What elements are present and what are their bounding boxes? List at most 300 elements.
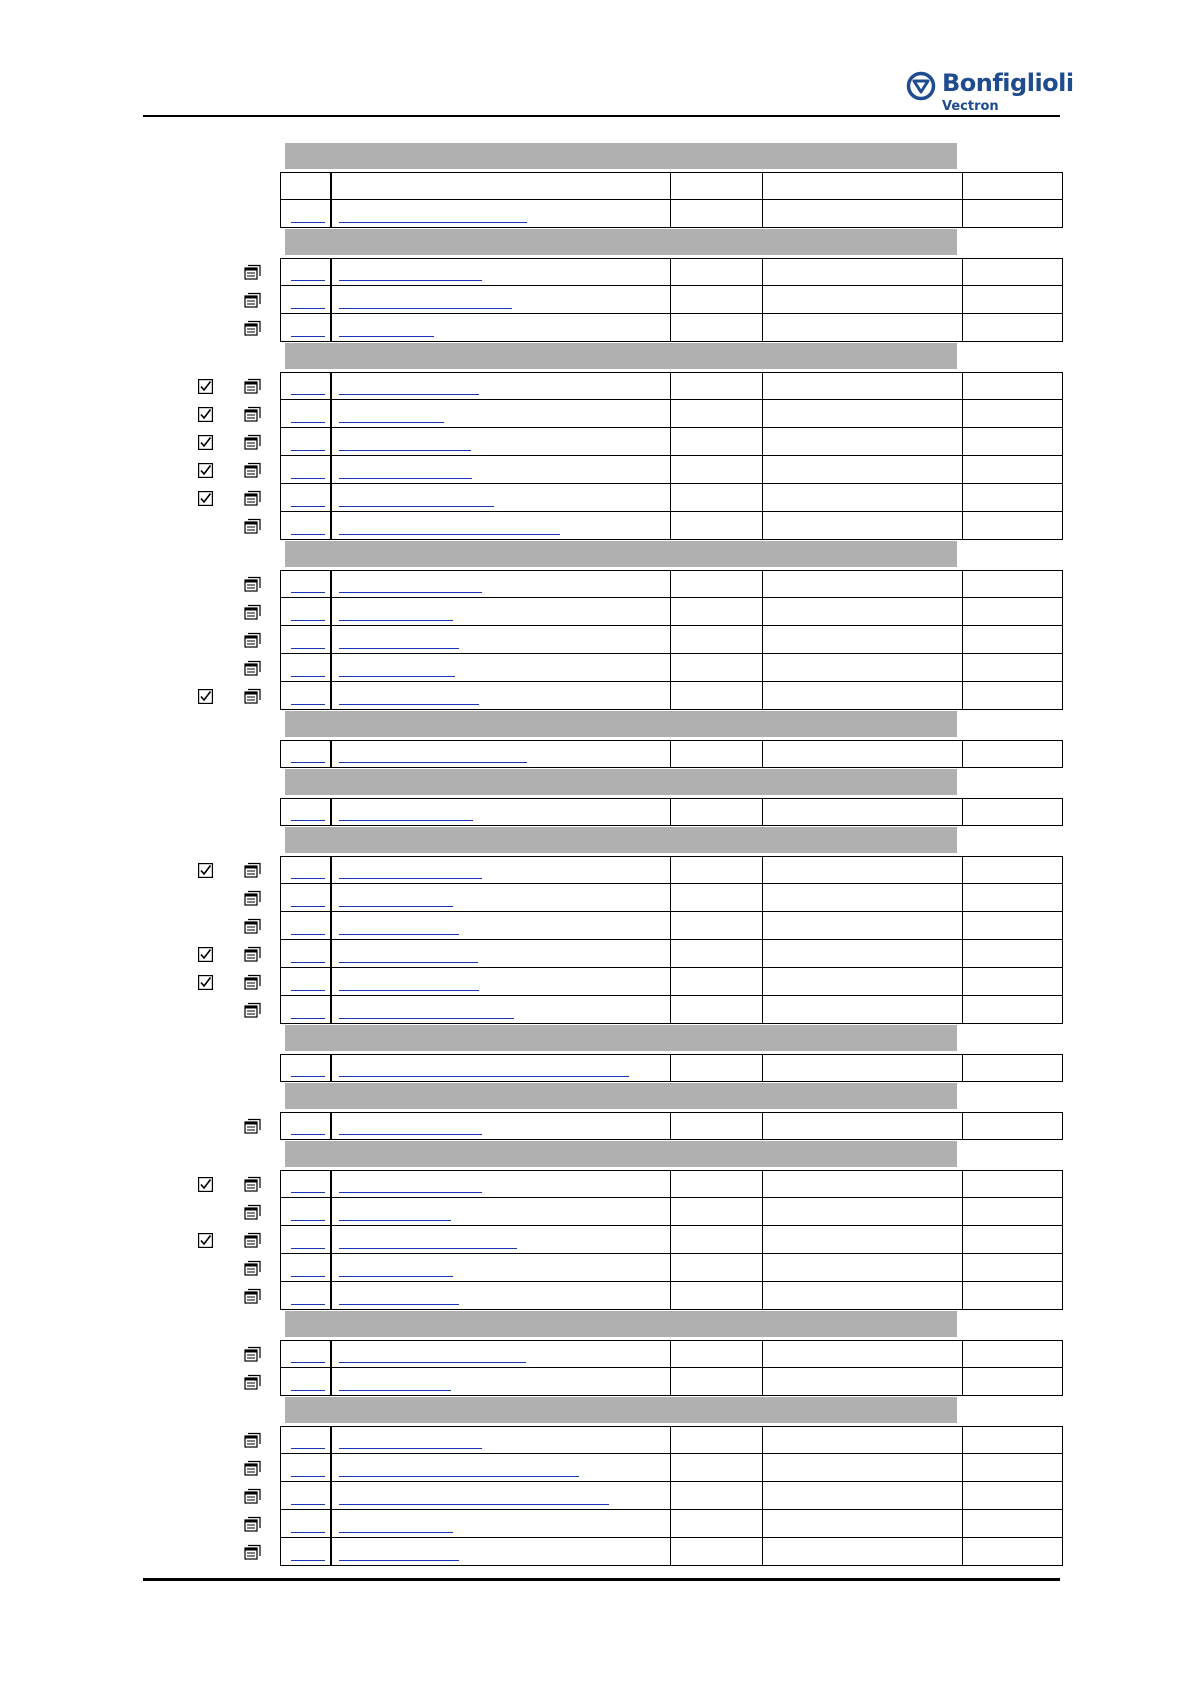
- table-cell-divider: [962, 428, 963, 455]
- table-row: [280, 940, 1063, 968]
- table-cell-divider: [762, 512, 763, 539]
- parameter-name-link[interactable]: [339, 1362, 526, 1363]
- table-row: [280, 1368, 1063, 1396]
- parameter-set-icon: [244, 1488, 261, 1504]
- parameter-set-icon: [244, 292, 261, 308]
- table-cell-divider: [962, 1113, 963, 1139]
- table-cell-divider: [330, 1254, 332, 1281]
- table-cell-divider: [962, 1171, 963, 1197]
- group-header-band: [285, 343, 957, 369]
- parameter-number-link[interactable]: [291, 620, 325, 621]
- parameter-name-link[interactable]: [339, 478, 472, 479]
- table-cell-divider: [670, 912, 671, 939]
- table-cell-divider: [962, 1510, 963, 1537]
- table-cell-divider: [670, 884, 671, 911]
- table-cell-divider: [330, 1482, 332, 1509]
- table-cell-divider: [962, 996, 963, 1023]
- table-cell-divider: [670, 1254, 671, 1281]
- parameter-name-link[interactable]: [339, 1304, 459, 1305]
- table-cell-divider: [762, 654, 763, 681]
- table-cell-divider: [330, 1113, 332, 1139]
- parameter-set-icon: [244, 462, 261, 478]
- parameter-number-link[interactable]: [291, 1532, 325, 1533]
- table-cell-divider: [330, 484, 332, 511]
- table-row: [280, 570, 1063, 598]
- parameter-name-link[interactable]: [339, 704, 479, 705]
- table-cell-divider: [762, 1226, 763, 1253]
- table-cell-divider: [670, 1538, 671, 1565]
- table-cell-divider: [670, 1226, 671, 1253]
- table-row: [280, 1538, 1063, 1566]
- table-cell-divider: [330, 884, 332, 911]
- table-row: [280, 1226, 1063, 1254]
- group-header-band: [285, 1025, 957, 1051]
- company-logo: [906, 68, 1074, 118]
- parameter-name-link[interactable]: [339, 1276, 453, 1277]
- table-cell-divider: [962, 1482, 963, 1509]
- parameter-name-link[interactable]: [339, 934, 459, 935]
- table-cell-divider: [762, 428, 763, 455]
- table-cell-divider: [330, 259, 332, 285]
- table-cell-divider: [962, 654, 963, 681]
- parameter-number-link[interactable]: [291, 1192, 325, 1193]
- parameter-number-link[interactable]: [291, 962, 325, 963]
- parameter-number-link[interactable]: [291, 534, 325, 535]
- table-row: [280, 798, 1063, 826]
- parameter-name-link[interactable]: [339, 1248, 517, 1249]
- table-row: [280, 1282, 1063, 1310]
- checkbox-checked-icon[interactable]: [198, 463, 213, 478]
- table-cell-divider: [762, 1282, 763, 1309]
- table-cell-divider: [762, 884, 763, 911]
- parameter-number-link[interactable]: [291, 820, 325, 821]
- table-cell-divider: [670, 571, 671, 597]
- parameter-name-link[interactable]: [339, 906, 453, 907]
- table-row: [280, 996, 1063, 1024]
- table-cell-divider: [670, 741, 671, 767]
- parameter-set-icon: [244, 406, 261, 422]
- parameter-name-link[interactable]: [339, 1504, 609, 1505]
- parameter-name-link[interactable]: [339, 422, 444, 423]
- parameter-set-icon: [244, 890, 261, 906]
- table-cell-divider: [762, 1454, 763, 1481]
- table-row: [280, 856, 1063, 884]
- table-cell-divider: [962, 1282, 963, 1309]
- table-cell-divider: [330, 912, 332, 939]
- table-cell-divider: [762, 571, 763, 597]
- parameter-number-link[interactable]: [291, 990, 325, 991]
- table-cell-divider: [962, 259, 963, 285]
- table-row: [280, 200, 1063, 228]
- table-cell-divider: [762, 314, 763, 341]
- checkbox-checked-icon[interactable]: [198, 863, 213, 878]
- table-row: [280, 1170, 1063, 1198]
- table-cell-divider: [670, 200, 671, 227]
- table-row: [280, 654, 1063, 682]
- table-cell-divider: [330, 1341, 332, 1367]
- table-cell-divider: [670, 512, 671, 539]
- table-cell-divider: [962, 626, 963, 653]
- parameter-name-link[interactable]: [339, 1476, 579, 1477]
- parameter-number-link[interactable]: [291, 704, 325, 705]
- table-cell-divider: [962, 968, 963, 995]
- table-cell-divider: [670, 373, 671, 399]
- table-cell-divider: [670, 598, 671, 625]
- table-cell-divider: [330, 1055, 332, 1081]
- parameter-set-icon: [244, 378, 261, 394]
- parameter-name-link[interactable]: [339, 336, 434, 337]
- parameter-name-link[interactable]: [339, 1134, 482, 1135]
- parameter-name-link[interactable]: [339, 534, 560, 535]
- table-cell-divider: [762, 1538, 763, 1565]
- table-cell-divider: [670, 857, 671, 883]
- table-cell-divider: [962, 456, 963, 483]
- table-cell-divider: [962, 682, 963, 709]
- table-cell-divider: [762, 259, 763, 285]
- table-cell-divider: [962, 1341, 963, 1367]
- table-cell-divider: [962, 799, 963, 825]
- parameter-number-link[interactable]: [291, 648, 325, 649]
- parameter-name-link[interactable]: [339, 962, 478, 963]
- table-cell-divider: [330, 314, 332, 341]
- parameter-name-link[interactable]: [339, 1018, 514, 1019]
- parameter-name-link[interactable]: [339, 1220, 451, 1221]
- parameter-name-link[interactable]: [339, 222, 527, 223]
- group-header-band: [285, 229, 957, 255]
- parameter-set-icon: [244, 660, 261, 676]
- table-row: [280, 682, 1063, 710]
- table-cell-divider: [962, 741, 963, 767]
- table-cell-divider: [330, 682, 332, 709]
- parameter-name-link[interactable]: [339, 1076, 629, 1077]
- table-row: [280, 968, 1063, 996]
- table-cell-divider: [330, 598, 332, 625]
- table-cell-divider: [762, 1510, 763, 1537]
- table-cell-divider: [762, 968, 763, 995]
- table-row: [280, 1482, 1063, 1510]
- table-row: [280, 740, 1063, 768]
- table-cell-divider: [670, 1055, 671, 1081]
- parameter-number-link[interactable]: [291, 1248, 325, 1249]
- parameter-number-link[interactable]: [291, 506, 325, 507]
- table-cell-divider: [330, 512, 332, 539]
- table-cell-divider: [762, 940, 763, 967]
- parameter-set-icon: [244, 1516, 261, 1532]
- parameter-set-icon: [244, 1176, 261, 1192]
- parameter-name-link[interactable]: [339, 280, 482, 281]
- table-cell-divider: [762, 1171, 763, 1197]
- parameter-set-icon: [244, 918, 261, 934]
- table-cell-divider: [670, 626, 671, 653]
- parameter-number-link[interactable]: [291, 1220, 325, 1221]
- parameter-number-link[interactable]: [291, 1362, 325, 1363]
- table-cell-divider: [962, 940, 963, 967]
- table-cell-divider: [670, 1510, 671, 1537]
- parameter-set-icon: [244, 1288, 261, 1304]
- parameter-set-icon: [244, 1374, 261, 1390]
- parameter-name-link[interactable]: [339, 1532, 453, 1533]
- table-row: [280, 1340, 1063, 1368]
- table-row: [280, 912, 1063, 940]
- table-cell-divider: [330, 799, 332, 825]
- parameter-number-link[interactable]: [291, 1476, 325, 1477]
- table-cell-divider: [962, 1538, 963, 1565]
- footer-rule: [143, 1578, 1060, 1581]
- parameter-set-icon: [244, 862, 261, 878]
- parameter-name-link[interactable]: [339, 620, 453, 621]
- parameter-number-link[interactable]: [291, 394, 325, 395]
- table-cell-divider: [330, 940, 332, 967]
- group-header-band: [285, 1083, 957, 1109]
- table-cell-divider: [962, 200, 963, 227]
- parameter-name-link[interactable]: [339, 394, 479, 395]
- table-cell-divider: [762, 1113, 763, 1139]
- table-row: [280, 598, 1063, 626]
- table-cell-divider: [670, 1368, 671, 1395]
- table-cell-divider: [670, 456, 671, 483]
- parameter-name-link[interactable]: [339, 1192, 482, 1193]
- table-cell-divider: [670, 1113, 671, 1139]
- table-cell-divider: [762, 200, 763, 227]
- parameter-set-icon: [244, 1432, 261, 1448]
- table-row: [280, 1426, 1063, 1454]
- parameter-number-link[interactable]: [291, 906, 325, 907]
- table-cell-divider: [962, 373, 963, 399]
- table-header-row: [280, 172, 1063, 200]
- table-cell-divider: [762, 626, 763, 653]
- table-cell-divider: [670, 1454, 671, 1481]
- table-cell-divider: [762, 173, 763, 199]
- parameter-set-icon: [244, 1260, 261, 1276]
- table-cell-divider: [962, 598, 963, 625]
- table-cell-divider: [762, 1341, 763, 1367]
- parameter-name-link[interactable]: [339, 308, 512, 309]
- table-cell-divider: [670, 1198, 671, 1225]
- parameter-number-link[interactable]: [291, 762, 325, 763]
- table-row: [280, 456, 1063, 484]
- parameter-name-link[interactable]: [339, 506, 494, 507]
- parameter-number-link[interactable]: [291, 1448, 325, 1449]
- brand-name: Bonfiglioli: [942, 69, 1074, 97]
- parameter-name-link[interactable]: [339, 878, 482, 879]
- table-cell-divider: [670, 996, 671, 1023]
- parameter-number-link[interactable]: [291, 478, 325, 479]
- parameter-name-link[interactable]: [339, 676, 455, 677]
- parameter-number-link[interactable]: [291, 222, 325, 223]
- table-row: [280, 372, 1063, 400]
- parameter-set-icon: [244, 1204, 261, 1220]
- table-row: [280, 258, 1063, 286]
- checkbox-checked-icon[interactable]: [198, 491, 213, 506]
- checkbox-checked-icon[interactable]: [198, 1233, 213, 1248]
- table-cell-divider: [330, 571, 332, 597]
- parameter-number-link[interactable]: [291, 1390, 325, 1391]
- table-cell-divider: [670, 1427, 671, 1453]
- table-row: [280, 1454, 1063, 1482]
- table-cell-divider: [330, 1368, 332, 1395]
- parameter-set-icon: [244, 974, 261, 990]
- table-cell-divider: [330, 654, 332, 681]
- parameter-number-link[interactable]: [291, 308, 325, 309]
- table-row: [280, 286, 1063, 314]
- parameter-number-link[interactable]: [291, 934, 325, 935]
- table-row: [280, 1112, 1063, 1140]
- parameter-number-link[interactable]: [291, 592, 325, 593]
- parameter-name-link[interactable]: [339, 592, 482, 593]
- parameter-set-icon: [244, 264, 261, 280]
- table-cell-divider: [330, 456, 332, 483]
- table-cell-divider: [762, 373, 763, 399]
- parameter-set-icon: [244, 1232, 261, 1248]
- table-cell-divider: [962, 512, 963, 539]
- table-cell-divider: [670, 1282, 671, 1309]
- group-header-band: [285, 1311, 957, 1337]
- group-header-band: [285, 1397, 957, 1423]
- parameter-number-link[interactable]: [291, 450, 325, 451]
- group-header-band: [285, 541, 957, 567]
- table-cell-divider: [962, 1254, 963, 1281]
- table-row: [280, 314, 1063, 342]
- table-cell-divider: [762, 741, 763, 767]
- parameter-number-link[interactable]: [291, 1504, 325, 1505]
- table-cell-divider: [330, 173, 332, 199]
- table-row: [280, 512, 1063, 540]
- table-cell-divider: [670, 1341, 671, 1367]
- checkbox-checked-icon[interactable]: [198, 975, 213, 990]
- parameter-set-icon: [244, 632, 261, 648]
- parameter-set-icon: [244, 1460, 261, 1476]
- parameter-number-link[interactable]: [291, 676, 325, 677]
- table-cell-divider: [330, 1454, 332, 1481]
- table-row: [280, 884, 1063, 912]
- table-cell-divider: [962, 286, 963, 313]
- table-cell-divider: [670, 428, 671, 455]
- group-header-band: [285, 1141, 957, 1167]
- parameter-number-link[interactable]: [291, 280, 325, 281]
- parameter-set-icon: [244, 688, 261, 704]
- parameter-set-icon: [244, 576, 261, 592]
- parameter-number-link[interactable]: [291, 422, 325, 423]
- table-cell-divider: [330, 1538, 332, 1565]
- checkbox-checked-icon[interactable]: [198, 379, 213, 394]
- table-cell-divider: [330, 1427, 332, 1453]
- table-cell-divider: [762, 1055, 763, 1081]
- table-cell-divider: [670, 799, 671, 825]
- parameter-name-link[interactable]: [339, 1448, 482, 1449]
- table-cell-divider: [330, 968, 332, 995]
- table-cell-divider: [330, 996, 332, 1023]
- parameter-name-link[interactable]: [339, 762, 527, 763]
- table-cell-divider: [670, 968, 671, 995]
- table-cell-divider: [330, 373, 332, 399]
- table-cell-divider: [962, 857, 963, 883]
- table-cell-divider: [962, 484, 963, 511]
- bonfiglioli-triangle-logo-icon: [906, 71, 936, 101]
- table-cell-divider: [762, 996, 763, 1023]
- table-cell-divider: [670, 259, 671, 285]
- parameter-number-link[interactable]: [291, 336, 325, 337]
- header-rule: [143, 115, 1060, 117]
- checkbox-checked-icon[interactable]: [198, 947, 213, 962]
- table-cell-divider: [670, 484, 671, 511]
- table-cell-divider: [330, 857, 332, 883]
- group-header-band: [285, 827, 957, 853]
- group-header-band: [285, 711, 957, 737]
- parameter-name-link[interactable]: [339, 1390, 451, 1391]
- parameter-number-link[interactable]: [291, 1560, 325, 1561]
- table-row: [280, 626, 1063, 654]
- table-cell-divider: [670, 940, 671, 967]
- table-cell-divider: [330, 1282, 332, 1309]
- table-cell-divider: [330, 741, 332, 767]
- table-cell-divider: [670, 286, 671, 313]
- parameter-number-link[interactable]: [291, 1304, 325, 1305]
- parameter-name-link[interactable]: [339, 648, 459, 649]
- table-cell-divider: [670, 682, 671, 709]
- parameter-number-link[interactable]: [291, 1018, 325, 1019]
- checkbox-checked-icon[interactable]: [198, 435, 213, 450]
- table-cell-divider: [962, 1198, 963, 1225]
- parameter-set-icon: [244, 604, 261, 620]
- checkbox-checked-icon[interactable]: [198, 689, 213, 704]
- parameter-name-link[interactable]: [339, 1560, 459, 1561]
- parameter-set-icon: [244, 434, 261, 450]
- table-cell-divider: [762, 912, 763, 939]
- table-cell-divider: [330, 200, 332, 227]
- parameter-number-link[interactable]: [291, 1076, 325, 1077]
- parameter-number-link[interactable]: [291, 1276, 325, 1277]
- table-row: [280, 1054, 1063, 1082]
- table-cell-divider: [330, 1510, 332, 1537]
- parameter-number-link[interactable]: [291, 878, 325, 879]
- parameter-set-icon: [244, 1544, 261, 1560]
- table-cell-divider: [762, 1368, 763, 1395]
- table-row: [280, 400, 1063, 428]
- table-cell-divider: [762, 286, 763, 313]
- parameter-number-link[interactable]: [291, 1134, 325, 1135]
- table-row: [280, 1254, 1063, 1282]
- parameter-set-icon: [244, 946, 261, 962]
- table-cell-divider: [762, 456, 763, 483]
- group-header-band: [285, 769, 957, 795]
- table-cell-divider: [962, 1368, 963, 1395]
- table-cell-divider: [962, 1427, 963, 1453]
- parameter-name-link[interactable]: [339, 820, 473, 821]
- table-row: [280, 428, 1063, 456]
- table-cell-divider: [962, 314, 963, 341]
- table-cell-divider: [330, 1171, 332, 1197]
- checkbox-checked-icon[interactable]: [198, 1177, 213, 1192]
- parameter-name-link[interactable]: [339, 990, 479, 991]
- table-cell-divider: [962, 400, 963, 427]
- table-cell-divider: [762, 1198, 763, 1225]
- table-cell-divider: [762, 682, 763, 709]
- table-cell-divider: [670, 400, 671, 427]
- table-cell-divider: [962, 1226, 963, 1253]
- parameter-name-link[interactable]: [339, 450, 471, 451]
- parameter-set-icon: [244, 320, 261, 336]
- table-cell-divider: [962, 571, 963, 597]
- checkbox-checked-icon[interactable]: [198, 407, 213, 422]
- group-header-band: [285, 143, 957, 169]
- table-cell-divider: [330, 286, 332, 313]
- brand-sub-name: Vectron: [942, 99, 999, 114]
- table-cell-divider: [762, 1254, 763, 1281]
- table-cell-divider: [962, 1055, 963, 1081]
- parameter-set-icon: [244, 1346, 261, 1362]
- table-cell-divider: [670, 1482, 671, 1509]
- table-cell-divider: [962, 884, 963, 911]
